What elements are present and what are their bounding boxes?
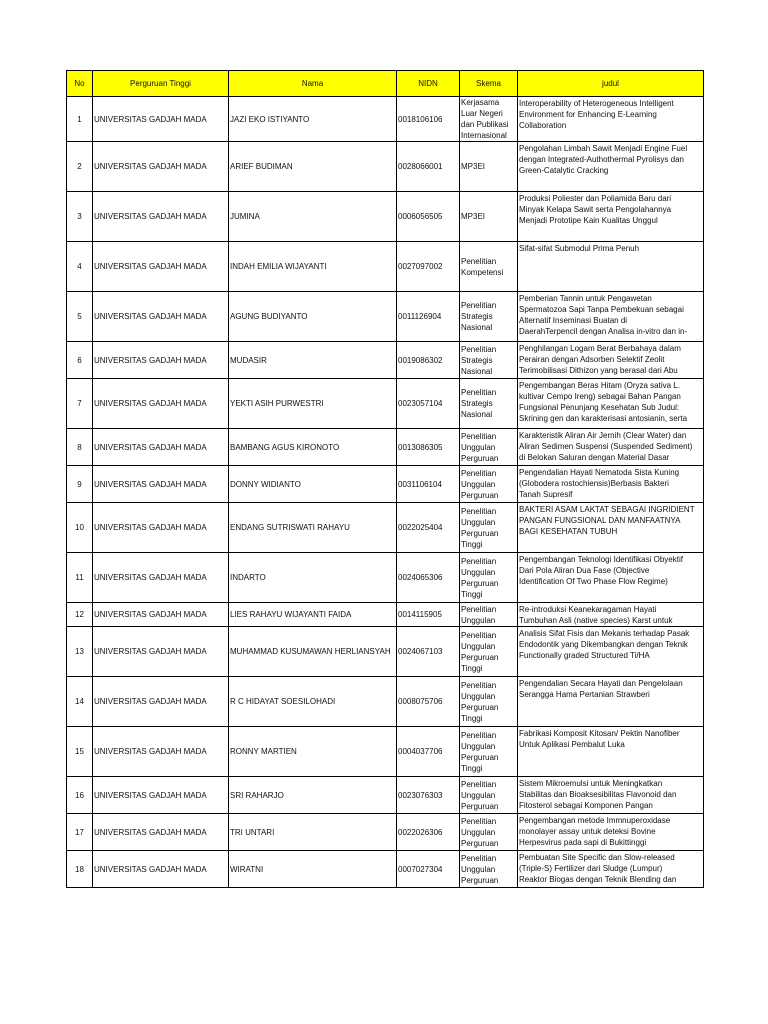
nama-cell: R C HIDAYAT SOESILOHADI: [229, 677, 397, 727]
nama-cell: MUDASIR: [229, 342, 397, 379]
skema-line: Perguruan: [461, 652, 499, 662]
skema-line: Perguruan: [461, 752, 499, 762]
perguruan-tinggi-cell: UNIVERSITAS GADJAH MADA: [93, 777, 229, 814]
nidn-cell: 0004037706: [397, 727, 460, 777]
skema-line: Unggulan: [461, 615, 496, 625]
judul-line: Pengendalian Secara Hayati dan Pengelolaan: [519, 679, 683, 688]
row-number: 15: [67, 727, 93, 777]
skema-line: Unggulan: [461, 864, 496, 874]
judul-line: Alternatif Inseminasi Buatan di: [519, 316, 628, 325]
perguruan-tinggi-cell: UNIVERSITAS GADJAH MADA: [93, 677, 229, 727]
nidn-cell: 0024065306: [397, 553, 460, 603]
skema-line: Tinggi: [461, 663, 483, 673]
judul-line: Environment for Enhancing E-Learning: [519, 110, 657, 119]
skema-line: Luar Negeri: [461, 109, 503, 118]
skema-line: Perguruan: [461, 453, 499, 463]
nama-cell: MUHAMMAD KUSUMAWAN HERLIANSYAH: [229, 627, 397, 677]
nama-cell: INDAH EMILIA WIJAYANTI: [229, 242, 397, 292]
skema-line: Tinggi: [461, 539, 483, 549]
nidn-cell: 0027097002: [397, 242, 460, 292]
judul-line: Untuk Aplikasi Pembalut Luka: [519, 740, 625, 749]
judul-cell: [518, 814, 704, 851]
judul-cell: [518, 466, 704, 503]
judul-line: Interoperability of Heterogeneous Intelligent: [519, 99, 674, 108]
judul-line: Re-introduksi Keanekaragaman Hayati: [519, 605, 657, 614]
nama-cell: AGUNG BUDIYANTO: [229, 292, 397, 342]
skema-line: Unggulan: [461, 827, 496, 837]
skema-line: Tinggi: [461, 763, 483, 773]
row-number: 17: [67, 814, 93, 851]
nidn-cell: 0019086302: [397, 342, 460, 379]
nidn-cell: 0011126904: [397, 292, 460, 342]
skema-cell: [460, 851, 518, 888]
table-row: [67, 466, 704, 503]
skema-line: Unggulan: [461, 741, 496, 751]
perguruan-tinggi-cell: UNIVERSITAS GADJAH MADA: [93, 727, 229, 777]
skema-cell: [460, 777, 518, 814]
judul-cell: [518, 851, 704, 888]
judul-line: Reaktor Biogas dengan Teknik Blending dan: [519, 875, 677, 884]
judul-cell: [518, 379, 704, 429]
judul-line: Collaboration: [519, 121, 567, 130]
judul-line: Tanah Supresif: [519, 490, 573, 499]
judul-line: Sistem Mikroemulsi untuk Meningkatkan: [519, 779, 663, 788]
judul-line: (Triple-S) Fertilizer dari Sludge (Lumpur): [519, 864, 663, 873]
judul-line: Pembuatan Site Specific dan Slow-released: [519, 853, 675, 862]
skema-cell: [460, 97, 518, 142]
skema-line: Unggulan: [461, 567, 496, 577]
skema-cell: [460, 192, 518, 242]
judul-line: Fitosterol sebagai Komponen Pangan: [519, 801, 653, 810]
nidn-cell: 0014115905: [397, 603, 460, 627]
perguruan-tinggi-cell: UNIVERSITAS GADJAH MADA: [93, 503, 229, 553]
skema-line: Penelitian: [461, 468, 497, 478]
row-number: 10: [67, 503, 93, 553]
table-row: [67, 553, 704, 603]
skema-line: Perguruan: [461, 875, 499, 885]
judul-line: Pengendalian Hayati Nematoda Sista Kuning: [519, 468, 680, 477]
skema-cell: [460, 603, 518, 627]
row-number: 16: [67, 777, 93, 814]
header-judul: judul: [518, 71, 704, 97]
judul-line: Terimobilisasi Dithizon yang berasal dari Abu: [519, 366, 678, 375]
skema-line: Penelitian: [461, 680, 497, 690]
nama-cell: JUMINA: [229, 192, 397, 242]
judul-line: Produksi Poliester dan Poliamida Baru dari: [519, 194, 672, 203]
judul-cell: [518, 429, 704, 466]
skema-line: Perguruan: [461, 578, 499, 588]
skema-cell: [460, 503, 518, 553]
perguruan-tinggi-cell: UNIVERSITAS GADJAH MADA: [93, 97, 229, 142]
skema-cell: [460, 379, 518, 429]
skema-line: dan Publikasi: [461, 120, 509, 129]
skema-line: Perguruan: [461, 702, 499, 712]
judul-line: Karakteristik Aliran Air Jernih (Clear Water) dan: [519, 431, 687, 440]
perguruan-tinggi-cell: UNIVERSITAS GADJAH MADA: [93, 142, 229, 192]
perguruan-tinggi-cell: UNIVERSITAS GADJAH MADA: [93, 553, 229, 603]
nama-cell: JAZI EKO ISTIYANTO: [229, 97, 397, 142]
skema-line: Unggulan: [461, 790, 496, 800]
nidn-cell: 0008075706: [397, 677, 460, 727]
skema-cell: [460, 466, 518, 503]
skema-line: Nasional: [461, 410, 493, 419]
judul-line: Dari Pola Aliran Dua Fase (Objective: [519, 566, 650, 575]
row-number: 7: [67, 379, 93, 429]
judul-cell: [518, 503, 704, 553]
judul-line: Endodontik yang Dikembangkan dengan Teknik: [519, 640, 688, 649]
nama-cell: DONNY WIDIANTO: [229, 466, 397, 503]
nama-cell: SRI RAHARJO: [229, 777, 397, 814]
skema-cell: [460, 292, 518, 342]
nama-cell: YEKTI ASIH PURWESTRI: [229, 379, 397, 429]
judul-line: BAGI KESEHATAN TUBUH: [519, 527, 618, 536]
perguruan-tinggi-cell: UNIVERSITAS GADJAH MADA: [93, 192, 229, 242]
judul-line: Pengolahan Limbah Sawit Menjadi Engine Fuel: [519, 144, 688, 153]
nama-cell: WIRATNI: [229, 851, 397, 888]
table-row: [67, 851, 704, 888]
skema-line: Penelitian: [461, 256, 497, 266]
judul-cell: [518, 727, 704, 777]
judul-line: Sifat-sifat Submodul Prima Penuh: [519, 244, 640, 253]
perguruan-tinggi-cell: UNIVERSITAS GADJAH MADA: [93, 379, 229, 429]
skema-line: MP3EI: [461, 212, 486, 221]
judul-line: Pemberian Tannin untuk Pengawetan: [519, 294, 652, 303]
judul-line: Aliran Sedimen Suspensi (Suspended Sediment): [519, 442, 693, 451]
judul-cell: [518, 553, 704, 603]
table-row: [67, 777, 704, 814]
skema-cell: [460, 677, 518, 727]
perguruan-tinggi-cell: UNIVERSITAS GADJAH MADA: [93, 429, 229, 466]
table-row: [67, 429, 704, 466]
skema-line: MP3EI: [461, 162, 486, 171]
judul-line: dengan Integrated-Authothermal Pyrolisys dan: [519, 155, 684, 164]
nidn-cell: 0022026306: [397, 814, 460, 851]
skema-line: Penelitian: [461, 853, 497, 863]
skema-line: Penelitian: [461, 630, 497, 640]
row-number: 2: [67, 142, 93, 192]
table-row: [67, 627, 704, 677]
nidn-cell: 0013086305: [397, 429, 460, 466]
perguruan-tinggi-cell: UNIVERSITAS GADJAH MADA: [93, 814, 229, 851]
judul-line: Herpesvirus pada sapi di Bukittinggi: [519, 838, 647, 847]
skema-cell: [460, 142, 518, 192]
row-number: 3: [67, 192, 93, 242]
judul-line: Minyak Kelapa Sawit serta Pengolahannya: [519, 205, 672, 214]
table-row: [67, 677, 704, 727]
skema-line: Kerjasama: [461, 98, 500, 107]
judul-cell: [518, 97, 704, 142]
judul-cell: [518, 627, 704, 677]
perguruan-tinggi-cell: UNIVERSITAS GADJAH MADA: [93, 342, 229, 379]
table-row: [67, 603, 704, 627]
row-number: 5: [67, 292, 93, 342]
nama-cell: TRI UNTARI: [229, 814, 397, 851]
judul-line: Serangga Hama Pertanian Strawberi: [519, 690, 650, 699]
table-row: [67, 192, 704, 242]
skema-line: Unggulan: [461, 517, 496, 527]
row-number: 18: [67, 851, 93, 888]
header-nidn: NIDN: [397, 71, 460, 97]
skema-cell: [460, 429, 518, 466]
skema-line: Unggulan: [461, 479, 496, 489]
skema-line: Penelitian: [461, 506, 497, 516]
row-number: 8: [67, 429, 93, 466]
skema-line: Strategis: [461, 355, 493, 365]
skema-line: Strategis: [461, 312, 493, 321]
judul-line: Menjadi Prototipe Kain Kualitas Unggul: [519, 216, 658, 225]
table-row: [67, 97, 704, 142]
judul-line: Green-Catalytic Cracking: [519, 166, 609, 175]
judul-cell: [518, 342, 704, 379]
judul-cell: [518, 292, 704, 342]
skema-line: Perguruan: [461, 528, 499, 538]
judul-line: Fabrikasi Komposit Kitosan/ Pektin Nanofiber: [519, 729, 680, 738]
header-row: [67, 71, 704, 97]
judul-cell: [518, 603, 704, 627]
table-row: [67, 814, 704, 851]
skema-line: Tinggi: [461, 589, 483, 599]
perguruan-tinggi-cell: UNIVERSITAS GADJAH MADA: [93, 292, 229, 342]
skema-line: Penelitian: [461, 730, 497, 740]
table-row: [67, 142, 704, 192]
skema-line: Penelitian: [461, 556, 497, 566]
skema-line: Penelitian: [461, 604, 497, 614]
skema-line: Perguruan: [461, 490, 499, 500]
judul-line: PANGAN FUNGSIONAL DAN MANFAATNYA: [519, 516, 681, 525]
table-row: [67, 242, 704, 292]
table-row: [67, 292, 704, 342]
nama-cell: INDARTO: [229, 553, 397, 603]
skema-cell: [460, 627, 518, 677]
nidn-cell: 0022025404: [397, 503, 460, 553]
nama-cell: ARIEF BUDIMAN: [229, 142, 397, 192]
skema-line: Penelitian: [461, 779, 497, 789]
nidn-cell: 0018106106: [397, 97, 460, 142]
row-number: 12: [67, 603, 93, 627]
skema-line: Kompetensi: [461, 267, 504, 277]
judul-line: Tumbuhan Asli (native species) Karst untuk: [519, 616, 673, 625]
judul-line: DaerahTerpencil dengan Analisa in-vitro dan in-: [519, 327, 688, 336]
skema-line: Unggulan: [461, 691, 496, 701]
table-row: [67, 342, 704, 379]
nama-cell: ENDANG SUTRISWATI RAHAYU: [229, 503, 397, 553]
skema-line: Unggulan: [461, 641, 496, 651]
judul-line: Spermatozoa Sapi Tanpa Pembekuan sebagai: [519, 305, 684, 314]
judul-line: Stabilitas dan Bioaksesibilitas Flavonoid dan: [519, 790, 677, 799]
perguruan-tinggi-cell: UNIVERSITAS GADJAH MADA: [93, 627, 229, 677]
judul-line: Pengembangan Beras Hitam (Oryza sativa L.: [519, 381, 680, 390]
skema-line: Penelitian: [461, 431, 497, 441]
judul-line: Pengembangan Teknologi Identifikasi Obyektif: [519, 555, 683, 564]
judul-cell: [518, 192, 704, 242]
table-row: [67, 379, 704, 429]
judul-line: Functionally graded Structured Ti/HA: [519, 651, 650, 660]
judul-line: Pengembangan metode Immnuperoxidase: [519, 816, 671, 825]
skema-line: Penelitian: [461, 816, 497, 826]
judul-line: Penghilangan Logam Berat Berbahaya dalam: [519, 344, 681, 353]
judul-line: monolayer assay untuk deteksi Bovine: [519, 827, 656, 836]
skema-line: Nasional: [461, 323, 493, 332]
nama-cell: LIES RAHAYU WIJAYANTI FAIDA: [229, 603, 397, 627]
data-table: [66, 70, 704, 888]
perguruan-tinggi-cell: UNIVERSITAS GADJAH MADA: [93, 603, 229, 627]
skema-cell: [460, 342, 518, 379]
perguruan-tinggi-cell: UNIVERSITAS GADJAH MADA: [93, 851, 229, 888]
row-number: 1: [67, 97, 93, 142]
row-number: 6: [67, 342, 93, 379]
perguruan-tinggi-cell: UNIVERSITAS GADJAH MADA: [93, 466, 229, 503]
judul-line: Fungsional Penunjang Kesehatan Sub Judul:: [519, 403, 680, 412]
table-row: [67, 727, 704, 777]
row-number: 14: [67, 677, 93, 727]
skema-line: Penelitian: [461, 344, 497, 354]
nidn-cell: 0024067103: [397, 627, 460, 677]
skema-line: Tinggi: [461, 713, 483, 723]
skema-cell: [460, 727, 518, 777]
nidn-cell: 0028066001: [397, 142, 460, 192]
judul-cell: [518, 242, 704, 292]
nidn-cell: 0031106104: [397, 466, 460, 503]
header-skema: Skema: [460, 71, 518, 97]
nama-cell: RONNY MARTIEN: [229, 727, 397, 777]
table-row: [67, 503, 704, 553]
judul-line: Analisis Sifat Fisis dan Mekanis terhadap Pasak: [519, 629, 690, 638]
judul-line: BAKTERI ASAM LAKTAT SEBAGAI INGRIDIENT: [519, 505, 695, 514]
header-perguruan-tinggi: Perguruan Tinggi: [93, 71, 229, 97]
skema-line: Perguruan: [461, 838, 499, 848]
judul-line: Perairan dengan Adsorben Selektif Zeolit: [519, 355, 665, 364]
header-no: No: [67, 71, 93, 97]
judul-line: Skrining gen dan karakterisasi antosianin, serta: [519, 414, 688, 423]
judul-line: kultivar Cempo Ireng) sebagai Bahan Pangan: [519, 392, 681, 401]
skema-line: Internasional: [461, 131, 507, 140]
row-number: 9: [67, 466, 93, 503]
judul-line: Identification Of Two Phase Flow Regime): [519, 577, 668, 586]
skema-line: Strategis: [461, 399, 493, 408]
skema-line: Unggulan: [461, 442, 496, 452]
judul-line: di Belokan Saluran dengan Material Dasar: [519, 453, 670, 462]
row-number: 11: [67, 553, 93, 603]
skema-cell: [460, 242, 518, 292]
header-nama: Nama: [229, 71, 397, 97]
skema-line: Perguruan: [461, 801, 499, 811]
judul-cell: [518, 142, 704, 192]
judul-cell: [518, 677, 704, 727]
row-number: 4: [67, 242, 93, 292]
nidn-cell: 0023076303: [397, 777, 460, 814]
row-number: 13: [67, 627, 93, 677]
nidn-cell: 0006056505: [397, 192, 460, 242]
skema-line: Penelitian: [461, 301, 497, 310]
skema-line: Penelitian: [461, 388, 497, 397]
nidn-cell: 0023057104: [397, 379, 460, 429]
nidn-cell: 0007027304: [397, 851, 460, 888]
judul-cell: [518, 777, 704, 814]
skema-cell: [460, 814, 518, 851]
skema-cell: [460, 553, 518, 603]
perguruan-tinggi-cell: UNIVERSITAS GADJAH MADA: [93, 242, 229, 292]
nama-cell: BAMBANG AGUS KIRONOTO: [229, 429, 397, 466]
judul-line: (Globodera rostochiensis)Berbasis Bakteri: [519, 479, 669, 488]
skema-line: Nasional: [461, 366, 493, 376]
